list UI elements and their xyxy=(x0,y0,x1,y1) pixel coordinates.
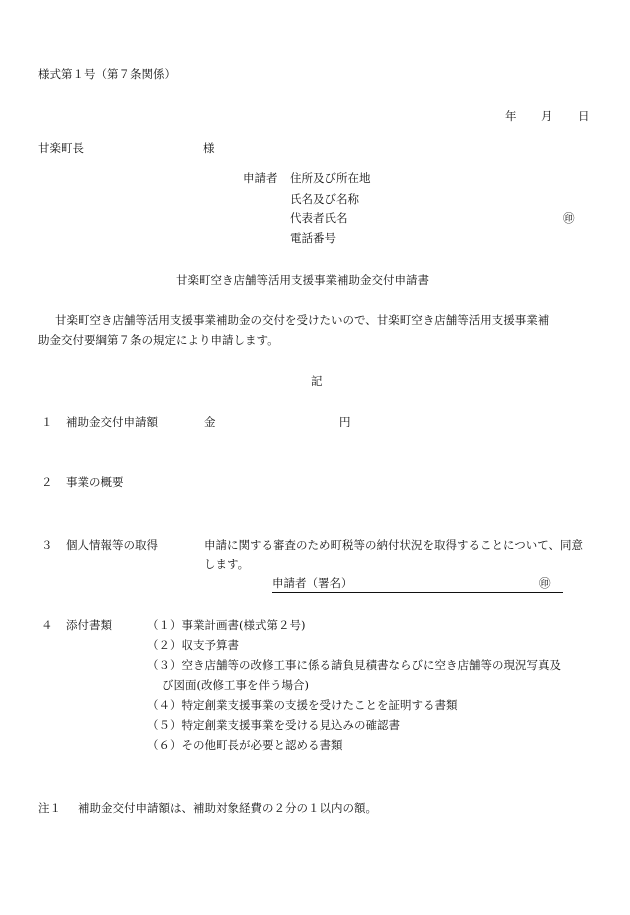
addressee-honorific: 様 xyxy=(203,141,215,155)
signature-label: 申請者（署名） xyxy=(272,576,353,590)
item4-label: 添付書類 xyxy=(66,618,112,632)
applicant-label: 申請者 xyxy=(243,171,278,185)
attachment-doc-3: （３）空き店舗等の改修工事に係る請負見積書ならびに空き店舗等の現況写真及 xyxy=(147,658,561,672)
signature-seal-mark: ㊞ xyxy=(539,576,551,590)
intro-line-1: 甘楽町空き店舗等活用支援事業補助金の交付を受けたいので、甘楽町空き店舗等活用支援事業補 xyxy=(55,313,550,327)
applicant-representative-label: 代表者氏名 xyxy=(290,211,348,225)
item3-number: ３ xyxy=(41,538,53,552)
applicant-address-label: 住所及び所在地 xyxy=(290,171,371,185)
attachment-doc-1: （１）事業計画書(様式第２号) xyxy=(147,618,306,632)
attachment-doc-6: （６）その他町長が必要と認める書類 xyxy=(147,738,343,752)
item4-number: ４ xyxy=(41,618,53,632)
representative-seal-mark: ㊞ xyxy=(563,211,575,225)
note-text: 補助金交付申請額は、補助対象経費の２分の１以内の額。 xyxy=(78,801,377,815)
attachment-doc-5: （５）特定創業支援事業を受ける見込みの確認書 xyxy=(147,718,400,732)
attachment-doc-3-continued: び図面(改修工事を伴う場合) xyxy=(162,678,309,692)
date-month-label: 月 xyxy=(541,109,553,123)
document-title: 甘楽町空き店舗等活用支援事業補助金交付申請書 xyxy=(176,273,429,287)
item1-yen-label: 円 xyxy=(339,415,351,429)
item1-kin-label: 金 xyxy=(204,415,216,429)
signature-underline xyxy=(272,592,563,593)
applicant-name-label: 氏名及び名称 xyxy=(290,192,359,206)
item3-label: 個人情報等の取得 xyxy=(66,538,158,552)
date-year-label: 年 xyxy=(505,109,517,123)
addressee-name: 甘楽町長 xyxy=(38,141,84,155)
item1-label: 補助金交付申請額 xyxy=(66,415,158,429)
item2-number: ２ xyxy=(41,475,53,489)
attachment-doc-2: （２）収支予算書 xyxy=(147,638,239,652)
attachment-doc-4: （４）特定創業支援事業の支援を受けたことを証明する書類 xyxy=(147,698,458,712)
note-label: 注１ xyxy=(38,801,61,815)
item1-number: １ xyxy=(41,415,53,429)
ki-heading: 記 xyxy=(311,374,323,388)
intro-line-2: 助金交付要綱第７条の規定により申請します。 xyxy=(38,333,279,347)
applicant-phone-label: 電話番号 xyxy=(290,231,336,245)
item3-text-line-1: 申請に関する審査のため町税等の納付状況を取得することについて、同意 xyxy=(204,538,584,552)
form-number: 様式第１号（第７条関係） xyxy=(38,67,176,81)
date-day-label: 日 xyxy=(578,109,590,123)
item2-label: 事業の概要 xyxy=(66,475,124,489)
item3-text-line-2: します。 xyxy=(204,557,250,571)
